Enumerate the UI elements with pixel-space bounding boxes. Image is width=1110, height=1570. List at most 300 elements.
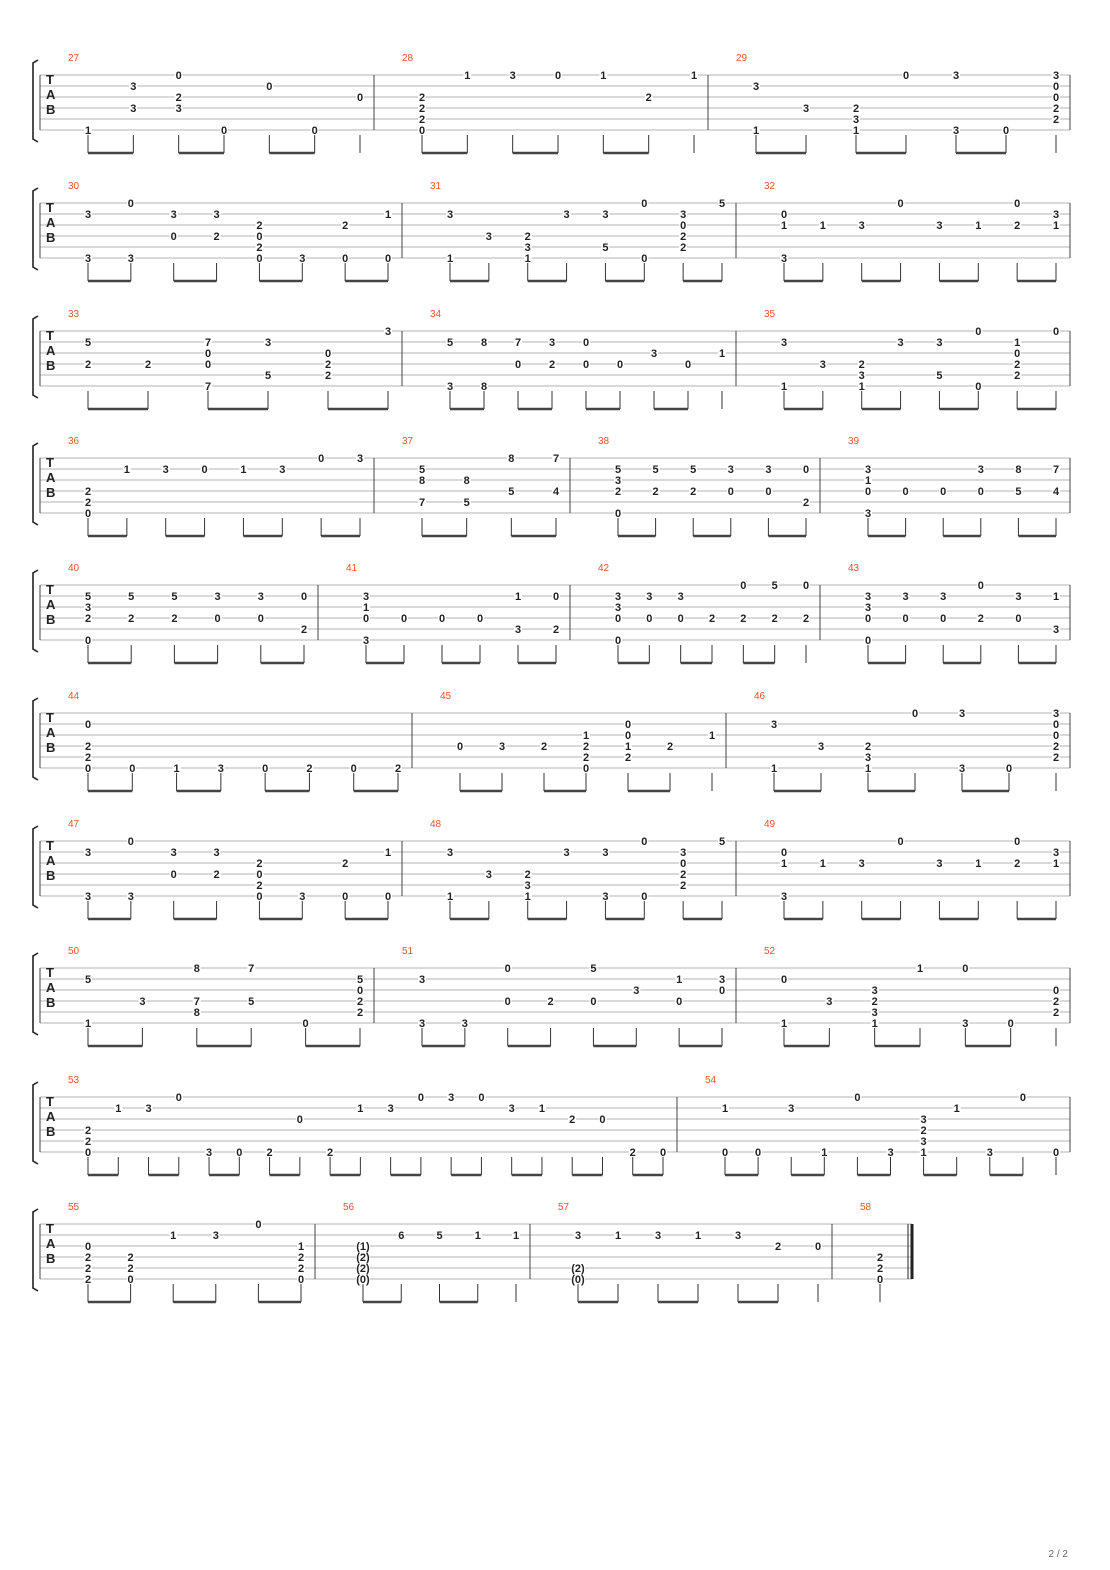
measure — [764, 309, 1060, 409]
fret-number: 0 — [342, 891, 349, 903]
tab-system — [33, 563, 1070, 663]
fret-number: 0 — [582, 337, 590, 349]
fret-number: 0 — [582, 763, 590, 775]
fret-number: 0 — [977, 580, 984, 592]
fret-number: 3 — [139, 996, 146, 1008]
fret-number: 0 — [718, 985, 726, 997]
tab-clef-letter: B — [46, 612, 56, 627]
measure-number: 54 — [705, 1075, 717, 1086]
measure-number: 38 — [598, 436, 610, 447]
fret-number: 2 — [84, 613, 92, 625]
fret-number: 0 — [1015, 613, 1022, 625]
fret-number: 3 — [1052, 847, 1060, 859]
tab-clef-letter: B — [46, 1124, 56, 1139]
fret-number: 0 — [297, 1274, 305, 1286]
fret-number: 3 — [958, 763, 966, 775]
tab-clef-letter: B — [46, 358, 56, 373]
fret-number: 3 — [485, 231, 492, 243]
fret-number: 0 — [384, 891, 392, 903]
measure-number: 53 — [68, 1075, 80, 1086]
fret-number: (2) — [356, 1263, 370, 1275]
fret-number: 1 — [1052, 591, 1060, 603]
fret-number: 3 — [962, 1018, 969, 1030]
fret-number: 0 — [1005, 763, 1013, 775]
fret-number: 5 — [248, 996, 255, 1008]
fret-number: 5 — [718, 198, 726, 210]
fret-number: 3 — [952, 70, 960, 82]
fret-number: 0 — [680, 220, 687, 232]
fret-number: 1 — [920, 1147, 927, 1159]
fret-number: 3 — [1052, 209, 1060, 221]
fret-number: 3 — [299, 253, 306, 265]
fret-number: 3 — [802, 103, 810, 115]
fret-number: 5 — [446, 337, 454, 349]
tab-system — [33, 181, 1070, 281]
fret-number: 2 — [864, 741, 872, 753]
fret-number: 1 — [953, 1103, 960, 1115]
fret-number: 1 — [819, 220, 826, 232]
fret-number: 3 — [680, 847, 687, 859]
tab-clef-letter: B — [46, 868, 56, 883]
fret-number: 0 — [342, 253, 349, 265]
fret-number: 0 — [962, 963, 969, 975]
measure — [764, 819, 1060, 919]
measure-number: 41 — [346, 563, 358, 574]
fret-number: 3 — [780, 891, 788, 903]
fret-number: 2 — [552, 624, 560, 636]
fret-number: 5 — [508, 486, 515, 498]
fret-number: 0 — [641, 198, 648, 210]
fret-number: 3 — [864, 591, 872, 603]
fret-number: 2 — [213, 231, 220, 243]
fret-number: 2 — [171, 613, 178, 625]
fret-number: 3 — [864, 464, 872, 476]
fret-number: 2 — [127, 1263, 134, 1275]
fret-number: 0 — [84, 508, 92, 520]
fret-number: 5 — [771, 580, 778, 592]
measure — [68, 309, 392, 409]
fret-number: 2 — [84, 741, 92, 753]
fret-number: 0 — [864, 613, 872, 625]
fret-number: 3 — [205, 1147, 213, 1159]
measure — [68, 436, 364, 536]
fret-number: 0 — [255, 1219, 262, 1231]
fret-number: 0 — [504, 963, 511, 975]
tab-clef-letter: B — [46, 1251, 56, 1266]
fret-number: 0 — [417, 1092, 424, 1104]
fret-number: 0 — [220, 125, 228, 137]
fret-number: 0 — [1052, 81, 1060, 93]
fret-number: 3 — [887, 1147, 894, 1159]
fret-number: 3 — [130, 103, 137, 115]
tab-clef-letter: A — [46, 1109, 56, 1124]
fret-number: 1 — [446, 891, 454, 903]
fret-number: 1 — [1052, 220, 1060, 232]
fret-number: 7 — [514, 337, 522, 349]
fret-number: 3 — [524, 242, 531, 254]
fret-number: 0 — [1007, 1018, 1014, 1030]
fret-number: 0 — [84, 763, 92, 775]
fret-number: 2 — [256, 242, 263, 254]
measure — [558, 1202, 822, 1302]
fret-number: 2 — [213, 869, 220, 881]
fret-number: 2 — [977, 613, 984, 625]
measure-number: 30 — [68, 181, 80, 192]
fret-number: 0 — [614, 613, 622, 625]
fret-number: 3 — [864, 752, 872, 764]
fret-number: 3 — [84, 602, 92, 614]
fret-number: 2 — [418, 103, 426, 115]
fret-number: 1 — [780, 1018, 788, 1030]
fret-number: 2 — [1014, 220, 1021, 232]
fret-number: 0 — [296, 1114, 303, 1126]
fret-number: 3 — [574, 1230, 582, 1242]
measure — [68, 1075, 667, 1175]
measure-number: 29 — [736, 53, 748, 64]
measure-number: 47 — [68, 819, 80, 830]
fret-number: 2 — [356, 996, 364, 1008]
fret-number: 0 — [616, 359, 624, 371]
fret-number: 8 — [193, 1007, 200, 1019]
tab-clef-letter: B — [46, 102, 56, 117]
fret-number: 3 — [614, 475, 622, 487]
fret-number: 8 — [1015, 464, 1022, 476]
fret-number: 0 — [362, 613, 370, 625]
fret-number: 0 — [582, 359, 590, 371]
tab-system — [33, 1202, 912, 1302]
measure — [754, 691, 1060, 791]
fret-number: 3 — [952, 125, 960, 137]
fret-number: 3 — [127, 891, 134, 903]
fret-number: 2 — [1052, 103, 1060, 115]
fret-number: 5 — [690, 464, 697, 476]
measure — [402, 53, 698, 153]
fret-number: 0 — [1052, 985, 1060, 997]
fret-number: 1 — [975, 220, 982, 232]
fret-number: 2 — [84, 1136, 92, 1148]
fret-number: 2 — [342, 220, 349, 232]
fret-number: 3 — [563, 209, 570, 221]
fret-number: 3 — [446, 209, 454, 221]
fret-number: (2) — [571, 1263, 585, 1275]
fret-number: 0 — [897, 836, 904, 848]
measure-number: 42 — [598, 563, 610, 574]
fret-number: 0 — [614, 508, 622, 520]
fret-number: 3 — [509, 70, 516, 82]
fret-number: 1 — [690, 70, 698, 82]
fret-number: 0 — [727, 486, 734, 498]
tab-clef-letter: T — [46, 1221, 54, 1236]
fret-number: 3 — [356, 453, 364, 465]
fret-number: 3 — [936, 858, 943, 870]
fret-number: 3 — [446, 381, 454, 393]
fret-number: 0 — [400, 613, 408, 625]
fret-number: 2 — [876, 1263, 884, 1275]
fret-number: 0 — [740, 580, 747, 592]
fret-number: 5 — [356, 974, 364, 986]
fret-number: 3 — [1052, 708, 1060, 720]
fret-number: 0 — [478, 1092, 485, 1104]
measure — [598, 563, 810, 663]
fret-number: 0 — [802, 580, 810, 592]
fret-number: 0 — [418, 125, 426, 137]
measure — [430, 309, 726, 409]
measure-number: 28 — [402, 53, 414, 64]
fret-number: 3 — [780, 253, 788, 265]
fret-number: 3 — [633, 985, 640, 997]
measure — [705, 1075, 1060, 1175]
fret-number: 1 — [240, 464, 247, 476]
fret-number: 3 — [1052, 624, 1060, 636]
fret-number: 3 — [920, 1136, 927, 1148]
fret-number: 0 — [802, 464, 810, 476]
fret-number: 0 — [476, 613, 484, 625]
measure — [440, 691, 716, 791]
measure — [68, 181, 392, 281]
fret-number: 1 — [474, 1230, 481, 1242]
fret-number: 2 — [876, 1252, 884, 1264]
tab-clef-letter: A — [46, 597, 56, 612]
fret-number: 1 — [718, 348, 726, 360]
fret-number: 3 — [1015, 591, 1022, 603]
fret-number: 0 — [1052, 1147, 1060, 1159]
measure — [598, 436, 810, 536]
measure — [402, 946, 726, 1046]
fret-number: 0 — [765, 486, 772, 498]
fret-number: 0 — [170, 869, 177, 881]
fret-number: 1 — [821, 1147, 828, 1159]
fret-number: 3 — [418, 1018, 426, 1030]
measure-number: 35 — [764, 309, 776, 320]
fret-number: 5 — [84, 974, 92, 986]
fret-number: 3 — [752, 81, 760, 93]
fret-number: 3 — [279, 464, 286, 476]
tab-clef-letter: A — [46, 725, 56, 740]
fret-number: 3 — [646, 591, 653, 603]
fret-number: 2 — [1052, 114, 1060, 126]
fret-number: 2 — [327, 1147, 334, 1159]
fret-number: 3 — [871, 1007, 878, 1019]
fret-number: 1 — [624, 741, 632, 753]
fret-number: 3 — [780, 337, 788, 349]
fret-number: 1 — [524, 253, 531, 265]
fret-number: (1) — [356, 1241, 370, 1253]
fret-number: 2 — [1052, 996, 1060, 1008]
measure — [860, 1202, 884, 1302]
tab-system — [33, 309, 1070, 409]
fret-number: 1 — [538, 1103, 546, 1115]
fret-number: 2 — [175, 92, 182, 104]
fret-number: 0 — [977, 486, 984, 498]
fret-number: 3 — [418, 974, 426, 986]
tab-clef-letter: T — [46, 328, 54, 343]
fret-number: 3 — [614, 591, 622, 603]
fret-number: 5 — [171, 591, 178, 603]
tab-system — [33, 436, 1070, 536]
fret-number: 2 — [297, 1252, 305, 1264]
fret-number: 3 — [864, 508, 872, 520]
measure — [68, 691, 402, 791]
fret-number: 0 — [1052, 326, 1060, 338]
fret-number: 0 — [911, 708, 919, 720]
fret-number: 3 — [902, 591, 909, 603]
fret-number: 3 — [563, 847, 570, 859]
fret-number: 3 — [977, 464, 984, 476]
fret-number: 0 — [256, 869, 263, 881]
measure — [343, 1202, 520, 1302]
fret-number: 1 — [384, 847, 392, 859]
measure — [848, 436, 1060, 536]
fret-number: 3 — [84, 891, 92, 903]
fret-number: 2 — [614, 486, 622, 498]
fret-number: 3 — [864, 602, 872, 614]
fret-number: 2 — [802, 497, 810, 509]
tab-clef-letter: B — [46, 230, 56, 245]
fret-number: 2 — [1014, 858, 1021, 870]
fret-number: 0 — [438, 613, 446, 625]
fret-number: 2 — [680, 231, 687, 243]
fret-number: 1 — [524, 891, 531, 903]
tab-system — [33, 1075, 1070, 1175]
fret-number: 0 — [236, 1147, 243, 1159]
fret-number: 3 — [940, 591, 947, 603]
measure-number: 33 — [68, 309, 80, 320]
fret-number: 3 — [677, 591, 684, 603]
fret-number: 1 — [916, 963, 924, 975]
fret-number: 8 — [480, 337, 488, 349]
measure-number: 44 — [68, 691, 80, 702]
fret-number: 0 — [624, 719, 632, 731]
fret-number: 3 — [897, 337, 904, 349]
fret-number: 0 — [256, 891, 263, 903]
fret-number: 3 — [514, 624, 522, 636]
fret-number: 2 — [547, 996, 554, 1008]
fret-number: 2 — [569, 1114, 576, 1126]
fret-number: 3 — [852, 114, 860, 126]
fret-number: 0 — [127, 198, 134, 210]
measure-number: 32 — [764, 181, 776, 192]
fret-number: 0 — [676, 996, 683, 1008]
fret-number: 2 — [84, 497, 92, 509]
fret-number: 0 — [201, 464, 208, 476]
fret-number: 2 — [1052, 1007, 1060, 1019]
fret-number: 2 — [324, 359, 332, 371]
system-bracket — [33, 698, 38, 780]
fret-number: 2 — [740, 613, 747, 625]
fret-number: 0 — [175, 1092, 182, 1104]
fret-number: 2 — [548, 359, 556, 371]
measure-number: 56 — [343, 1202, 355, 1213]
tab-clef-letter: A — [46, 980, 56, 995]
measure-number: 39 — [848, 436, 860, 447]
fret-number: 5 — [602, 242, 609, 254]
system-bracket — [33, 316, 38, 398]
fret-number: 0 — [1014, 348, 1021, 360]
fret-number: 3 — [920, 1114, 927, 1126]
fret-number: 0 — [356, 92, 364, 104]
fret-number: 8 — [480, 381, 488, 393]
fret-number: 2 — [84, 752, 92, 764]
fret-number: 3 — [727, 464, 734, 476]
fret-number: 1 — [721, 1103, 729, 1115]
measure — [68, 946, 364, 1046]
fret-number: 0 — [1052, 719, 1060, 731]
fret-number: 0 — [680, 858, 687, 870]
measure — [346, 563, 560, 663]
fret-number: 5 — [436, 1230, 443, 1242]
fret-number: 3 — [175, 103, 182, 115]
measure-number: 48 — [430, 819, 442, 830]
measure-number: 36 — [68, 436, 80, 447]
tab-clef-letter: T — [46, 965, 54, 980]
fret-number: 2 — [708, 613, 716, 625]
fret-number: 1 — [600, 70, 607, 82]
fret-number: 3 — [170, 847, 177, 859]
fret-number: 3 — [257, 591, 264, 603]
fret-number: 0 — [1052, 730, 1060, 742]
fret-number: 2 — [356, 1007, 364, 1019]
fret-number: 3 — [858, 858, 865, 870]
fret-number: 2 — [324, 370, 332, 382]
tab-system — [33, 946, 1070, 1046]
fret-number: 0 — [1014, 836, 1021, 848]
fret-number: 2 — [266, 1147, 273, 1159]
fret-number: 1 — [1014, 337, 1021, 349]
fret-number: 0 — [780, 847, 788, 859]
fret-number: 1 — [871, 1018, 878, 1030]
fret-number: 0 — [552, 591, 560, 603]
fret-number: 0 — [646, 613, 653, 625]
measure — [68, 1202, 305, 1302]
fret-number: 1 — [384, 209, 392, 221]
fret-number: 3 — [461, 1018, 468, 1030]
fret-number: 0 — [677, 613, 684, 625]
fret-number: 0 — [127, 836, 134, 848]
fret-number: 1 — [780, 858, 788, 870]
fret-number: 1 — [852, 125, 860, 137]
fret-number: 2 — [666, 741, 674, 753]
fret-number: 3 — [986, 1147, 993, 1159]
fret-number: 0 — [1014, 198, 1021, 210]
fret-number: 0 — [256, 231, 263, 243]
fret-number: 7 — [193, 996, 200, 1008]
measure — [68, 819, 392, 919]
fret-number: 2 — [84, 1252, 92, 1264]
fret-number: 0 — [504, 996, 511, 1008]
fret-number: 7 — [1052, 464, 1060, 476]
tab-clef-letter: B — [46, 485, 56, 500]
fret-number: 1 — [752, 125, 760, 137]
fret-number: 0 — [721, 1147, 729, 1159]
tab-clef-letter: A — [46, 1236, 56, 1251]
tab-clef-letter: T — [46, 455, 54, 470]
fret-number: 0 — [302, 1018, 309, 1030]
fret-number: 3 — [654, 1230, 662, 1242]
fret-number: 0 — [876, 1274, 884, 1286]
fret-number: 2 — [418, 92, 426, 104]
fret-number: 3 — [680, 209, 687, 221]
fret-number: 1 — [694, 1230, 702, 1242]
fret-number: 0 — [204, 348, 212, 360]
fret-number: 2 — [858, 359, 865, 371]
measure-number: 52 — [764, 946, 776, 957]
fret-number: 2 — [540, 741, 548, 753]
fret-number: 2 — [1052, 752, 1060, 764]
tab-clef-letter: T — [46, 72, 54, 87]
fret-number: 3 — [84, 253, 92, 265]
measure — [402, 436, 560, 536]
fret-number: 2 — [306, 763, 313, 775]
